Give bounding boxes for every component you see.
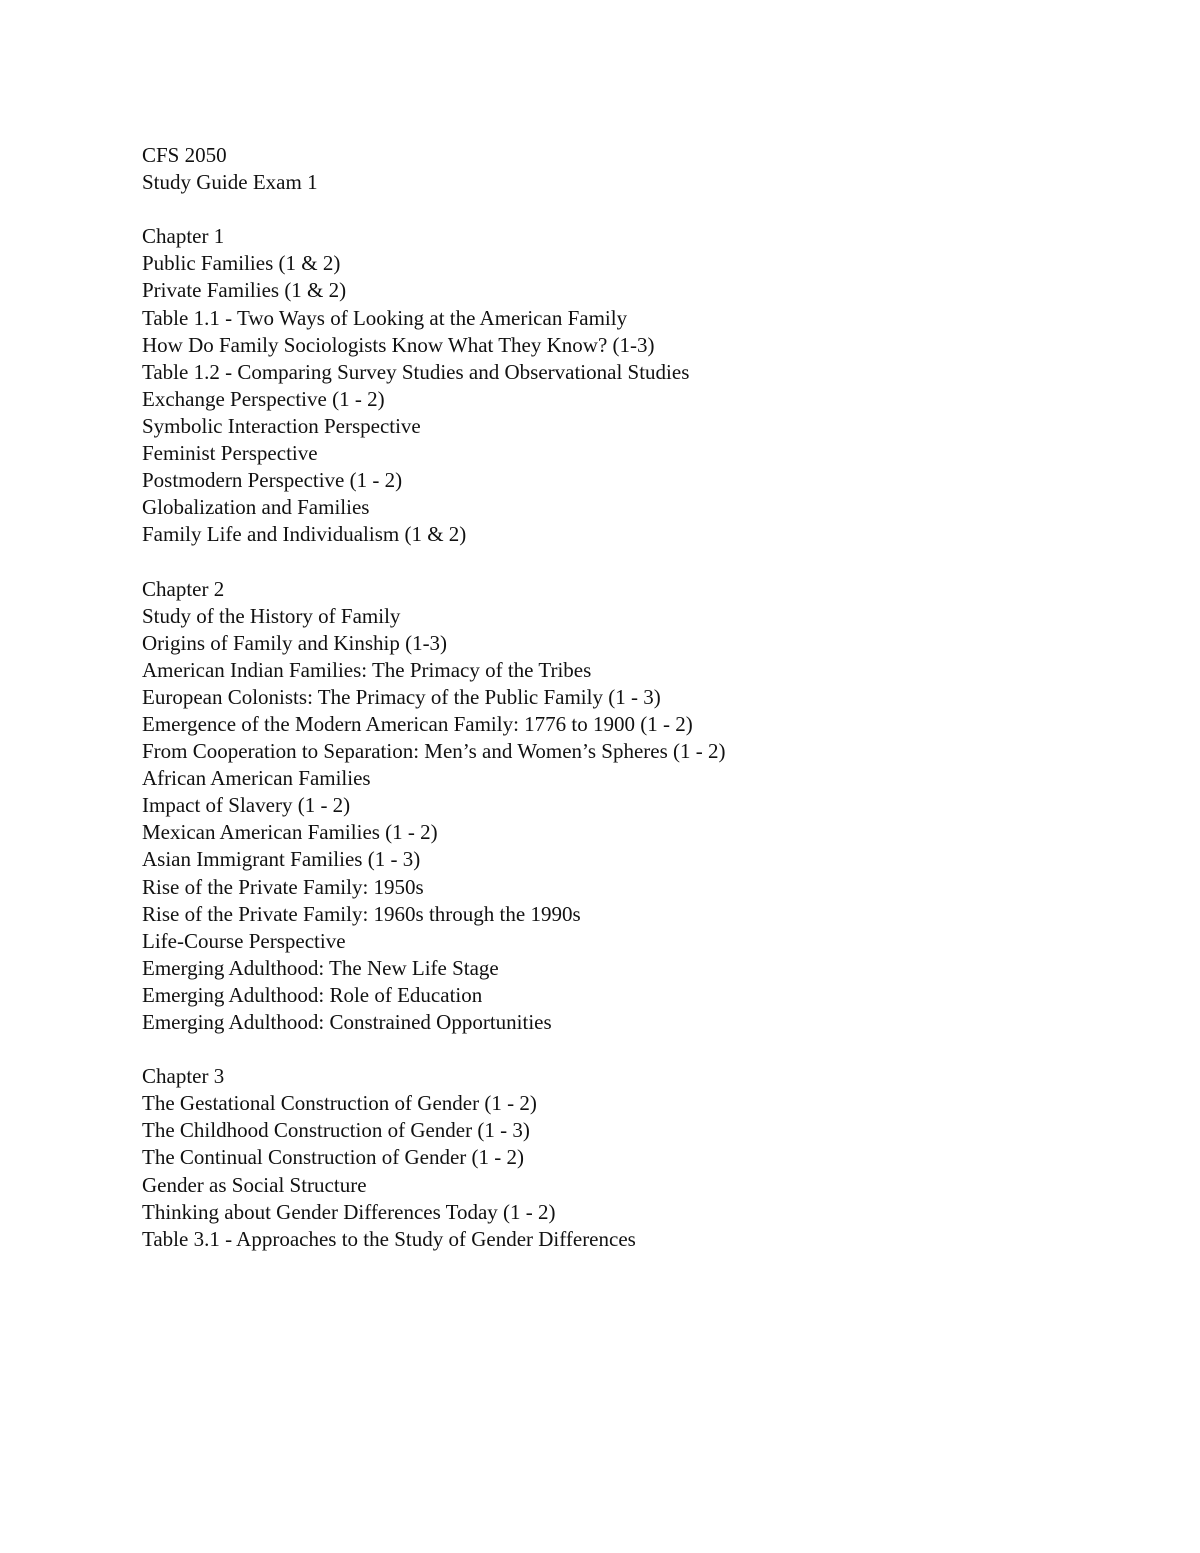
chapter-section xyxy=(142,1063,1142,1253)
spacer xyxy=(142,548,1142,575)
topic-item: Private Families (1 & 2) xyxy=(142,278,347,303)
topic-item: Table 3.1 - Approaches to the Study of Gender Differences xyxy=(142,1226,636,1251)
topic-item: Life-Course Perspective xyxy=(142,928,346,953)
topic-item: Emerging Adulthood: Role of Education xyxy=(142,982,483,1007)
topic-item: Table 1.1 - Two Ways of Looking at the American Family xyxy=(142,305,628,330)
topic-item: Study of the History of Family xyxy=(142,603,401,628)
topic-item: American Indian Families: The Primacy of the Tribes xyxy=(142,657,592,682)
topic-item: Emerging Adulthood: Constrained Opportunities xyxy=(142,1010,552,1034)
chapter-heading: Chapter 1 xyxy=(142,224,225,249)
topic-item: Impact of Slavery (1 - 2) xyxy=(142,793,351,818)
topic-item: African American Families xyxy=(142,766,371,791)
topic-item: From Cooperation to Separation: Men’s and Women’s Spheres (1 - 2) xyxy=(142,739,726,764)
spacer xyxy=(142,196,1142,223)
topic-item: Mexican American Families (1 - 2) xyxy=(142,820,438,845)
document-page xyxy=(142,142,1142,1253)
topic-item: Feminist Perspective xyxy=(142,441,318,466)
topic-item: Rise of the Private Family: 1960s through the 1990s xyxy=(142,901,581,926)
topic-item: The Childhood Construction of Gender (1 - 3) xyxy=(142,1118,530,1143)
topic-item: Family Life and Individualism (1 & 2) xyxy=(142,522,467,547)
topic-item: Origins of Family and Kinship (1-3) xyxy=(142,630,448,655)
topic-item: Emerging Adulthood: The New Life Stage xyxy=(142,955,499,980)
topic-item: Thinking about Gender Differences Today (1 - 2) xyxy=(142,1199,556,1224)
chapter-heading: Chapter 2 xyxy=(142,576,225,601)
spacer xyxy=(142,1036,1142,1063)
topic-item: Symbolic Interaction Perspective xyxy=(142,413,421,438)
course-code: CFS 2050 xyxy=(142,143,227,167)
chapter-section xyxy=(142,576,1142,1037)
topic-item: Exchange Perspective (1 - 2) xyxy=(142,386,385,411)
topic-item: Public Families (1 & 2) xyxy=(142,251,341,276)
topic-item: Emergence of the Modern American Family: 1776 to 1900 (1 - 2) xyxy=(142,711,693,736)
topic-item: Globalization and Families xyxy=(142,495,370,520)
chapter-section xyxy=(142,223,1142,548)
topic-item: How Do Family Sociologists Know What They Know? (1-3) xyxy=(142,332,655,357)
topic-item: European Colonists: The Primacy of the Public Family (1 - 3) xyxy=(142,684,661,709)
topic-item: Rise of the Private Family: 1950s xyxy=(142,874,424,899)
chapter-heading: Chapter 3 xyxy=(142,1064,225,1089)
topic-item: The Continual Construction of Gender (1 - 2) xyxy=(142,1145,524,1170)
topic-item: Postmodern Perspective (1 - 2) xyxy=(142,468,403,493)
document-title: Study Guide Exam 1 xyxy=(142,170,318,195)
topic-item: Table 1.2 - Comparing Survey Studies and Observational Studies xyxy=(142,359,690,384)
topic-item: Asian Immigrant Families (1 - 3) xyxy=(142,847,421,872)
topic-item: Gender as Social Structure xyxy=(142,1172,367,1197)
topic-item: The Gestational Construction of Gender (1 - 2) xyxy=(142,1091,537,1116)
